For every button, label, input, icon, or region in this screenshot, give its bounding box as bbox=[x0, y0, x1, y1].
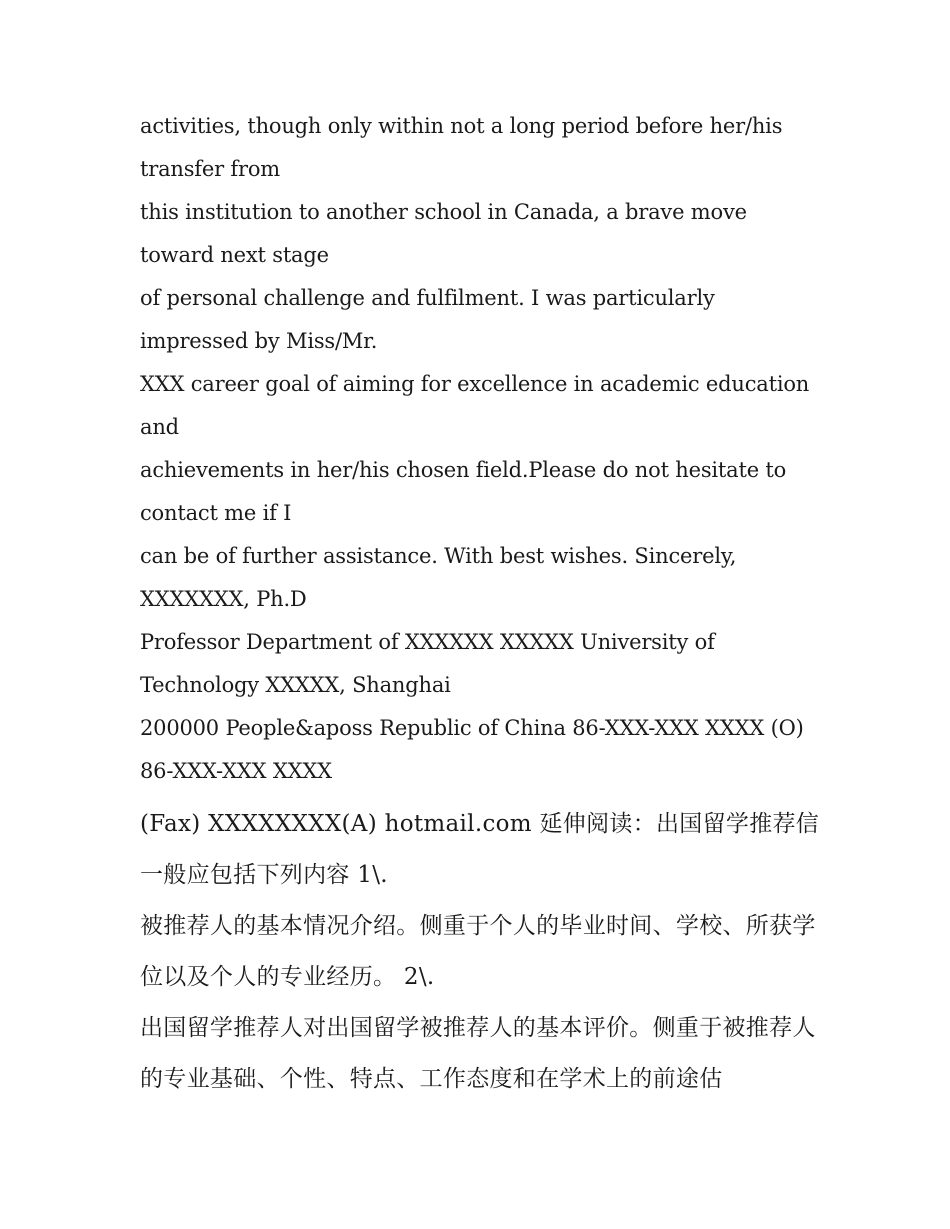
paragraph-personal-challenge: of personal challenge and fulfilment. I was particularly impressed by Miss/Mr. bbox=[140, 286, 715, 353]
paragraph-activities: activities, though only within not a long period before her/his transfer from bbox=[140, 114, 783, 181]
paragraph-department: Professor Department of XXXXXX XXXXX University of Technology XXXXX, Shanghai bbox=[140, 630, 715, 697]
paragraph-recommendee-intro: 被推荐人的基本情况介绍。侧重于个人的毕业时间、学校、所获学位以及个人的专业经历。 2\. bbox=[140, 913, 816, 990]
paragraph-career-goal: XXX career goal of aiming for excellence in academic education and bbox=[140, 372, 810, 439]
paragraph-institution: this institution to another school in Canada, a brave move toward next stage bbox=[140, 200, 747, 267]
paragraph-closing-signature: can be of further assistance. With best wishes. Sincerely, XXXXXXX, Ph.D bbox=[140, 544, 737, 611]
paragraph-address-phone: 200000 People&aposs Republic of China 86-XXX-XXX XXXX (O) 86-XXX-XXX XXXX bbox=[140, 716, 804, 783]
paragraph-fax-email-reading: (Fax) XXXXXXXX(A) hotmail.com 延伸阅读：出国留学推荐信一般应包括下列内容 1\. bbox=[140, 811, 820, 888]
paragraph-recommender-evaluation: 出国留学推荐人对出国留学被推荐人的基本评价。侧重于被推荐人的专业基础、个性、特点、工作态度和在学术上的前途估 bbox=[140, 1015, 816, 1092]
paragraph-achievements: achievements in her/his chosen field.Please do not hesitate to contact me if I bbox=[140, 458, 787, 525]
document-body bbox=[140, 105, 820, 1105]
